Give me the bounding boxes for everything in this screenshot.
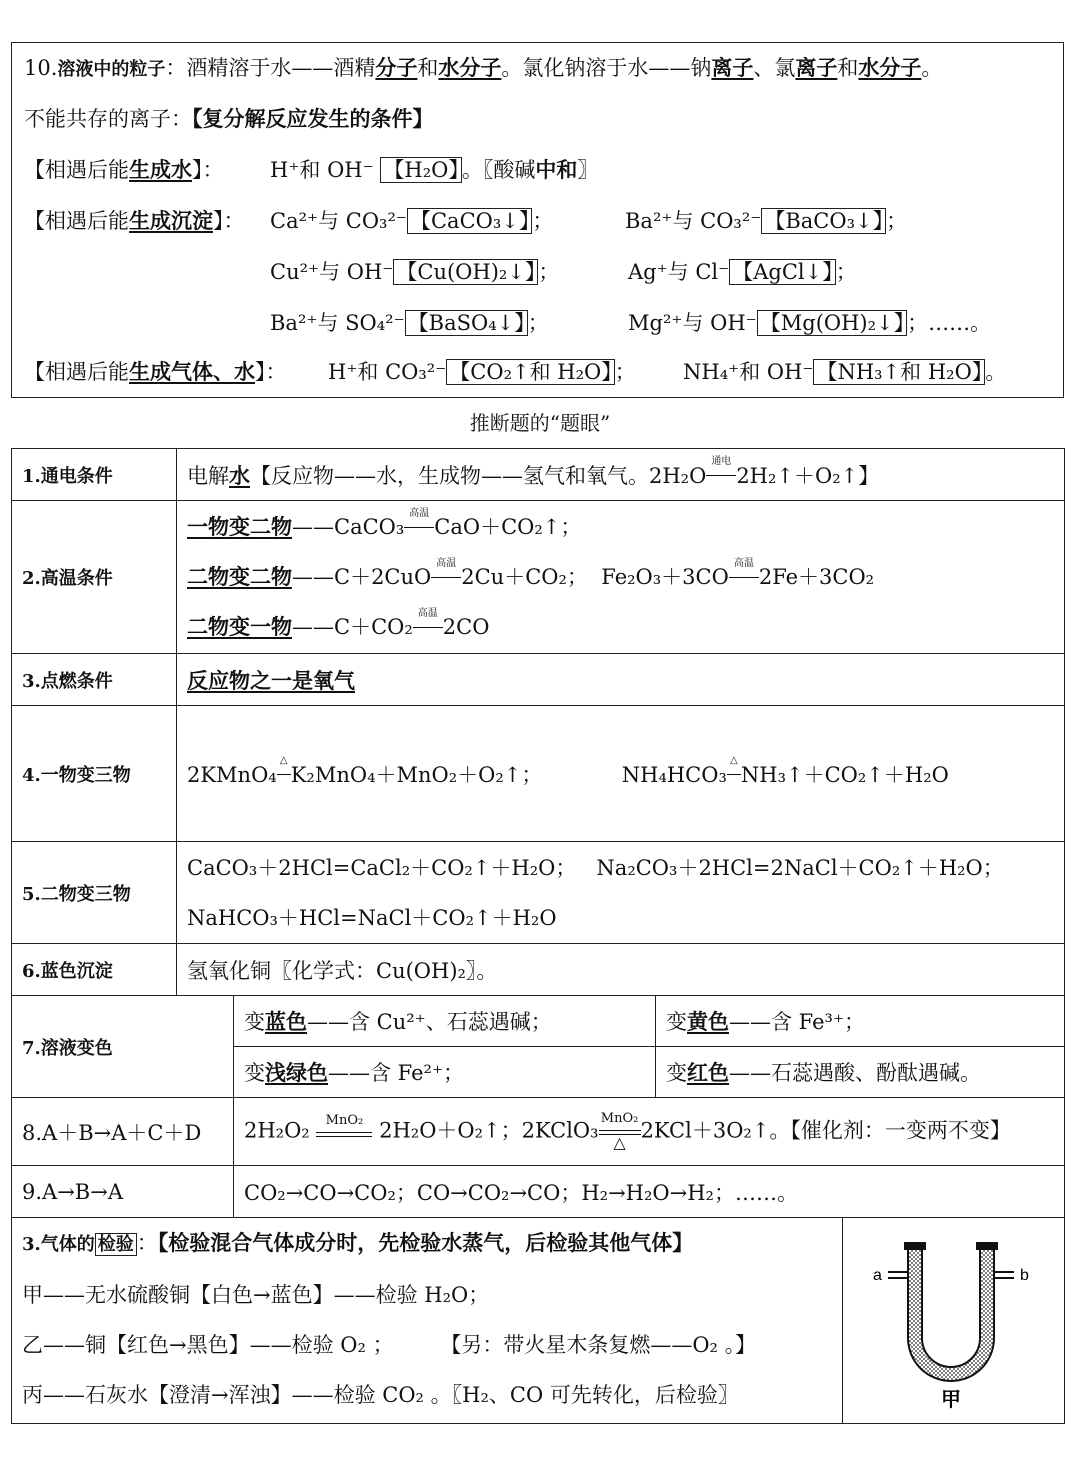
row3-content: 反应物之一是氧气 xyxy=(177,654,1065,706)
table-row xyxy=(12,1166,1065,1218)
row4-label: 4.一物变三物 xyxy=(12,706,177,842)
gas-pair-1: H⁺和 CO₃²⁻ 【CO₂↑和 H₂O】 ； xyxy=(328,360,636,384)
row7-cell-lightgreen: 变浅绿色——含 Fe²⁺； xyxy=(234,1047,656,1098)
ppt-pair-1: Ca²⁺与 CO₃²⁻ 【CaCO₃↓】 ； xyxy=(270,209,554,233)
row2-label: 2.高温条件 xyxy=(12,501,177,654)
row2-content: 一物变二物——CaCO₃ 高温 CaO＋CO₂↑； 二物变二物——C＋2CuO 高温 2Cu＋CO₂； Fe₂O₃＋3CO 高温 2Fe＋3CO₂ 二物变一物——C＋CO₂ 高温 2CO xyxy=(177,501,1065,654)
row5-label: 5.二物变三物 xyxy=(12,842,177,944)
table-row xyxy=(12,996,1065,1047)
row1-label: 1.通电条件 xyxy=(12,449,177,501)
fig-caption: 甲 xyxy=(941,1387,961,1411)
sec10-num: 10. xyxy=(24,56,58,80)
gas-line: 【相遇后能生成气体、水】： xyxy=(24,359,287,384)
table-row xyxy=(12,1218,1065,1424)
row7-cell-yellow: 变黄色——含 Fe³⁺； xyxy=(656,996,1065,1047)
ppt-pair-4: Ag⁺与 Cl⁻ 【AgCl↓】 ； xyxy=(628,260,857,284)
row7-label: 7.溶液变色 xyxy=(12,996,234,1098)
ppt-pair-6: Mg²⁺与 OH⁻ 【Mg(OH)₂↓】 ；……。 xyxy=(628,311,992,335)
clue-table xyxy=(11,448,1065,1424)
table-row xyxy=(12,1098,1065,1166)
table-row xyxy=(12,654,1065,706)
row3-label: 3.点燃条件 xyxy=(12,654,177,706)
ppt-pair-2: Ba²⁺与 CO₃²⁻ 【BaCO₃↓】 ； xyxy=(625,209,908,233)
u-tube-figure-cell xyxy=(843,1218,1065,1424)
row6-content: 氢氧化铜〖化学式：Cu(OH)₂〗。 xyxy=(177,944,1065,996)
table-row xyxy=(12,842,1065,944)
row5-content: CaCO₃＋2HCl=CaCl₂＋CO₂↑＋H₂O； Na₂CO₃＋2HCl=2NaCl＋CO₂↑＋H₂O； NaHCO₃＋HCl=NaCl＋CO₂↑＋H₂O xyxy=(177,842,1065,944)
row7-cell-blue: 变蓝色——含 Cu²⁺、石蕊遇碱； xyxy=(234,996,656,1047)
sec10-title: 溶液中的粒子 xyxy=(57,59,166,80)
fig-label-b: b xyxy=(1020,1267,1029,1284)
row1-content: 电解水【反应物——水，生成物——氢气和氧气。2H₂O 通电 2H₂↑＋O₂↑】 xyxy=(177,449,1065,501)
water-product: 【H₂O】 xyxy=(380,157,461,183)
page-heading: 推断题的“题眼” xyxy=(469,411,611,435)
water-line: 【相遇后能生成水】： xyxy=(24,157,224,182)
ppt-pair-3: Cu²⁺与 OH⁻ 【Cu(OH)₂↓】 ； xyxy=(270,260,560,284)
table-row xyxy=(12,706,1065,842)
u-tube-icon xyxy=(888,1242,1014,1381)
ppt-pair-5: Ba²⁺与 SO₄²⁻ 【BaSO₄↓】 ； xyxy=(270,311,549,335)
row9-label: 9.A→B→A xyxy=(12,1166,234,1218)
table-row xyxy=(12,449,1065,501)
row4-content: 2KMnO₄ △ K₂MnO₄＋MnO₂＋O₂↑； NH₄HCO₃ △ NH₃↑＋CO₂↑＋H₂O xyxy=(177,706,1065,842)
incompat-line: 不能共存的离子：【复分解反应发生的条件】 xyxy=(24,106,434,131)
row6-label: 6.蓝色沉淀 xyxy=(12,944,177,996)
incompat-title: 【复分解反应发生的条件】 xyxy=(192,106,434,131)
gas-pair-2: NH₄⁺和 OH⁻ 【NH₃↑和 H₂O】 。 xyxy=(683,360,1007,384)
row7-cell-red: 变红色——石蕊遇酸、酚酞遇碱。 xyxy=(656,1047,1065,1098)
row10-content: 3.气体的 检验 ：【检验混合气体成分时，先检验水蒸气，后检验其他气体】 甲——无水硫酸铜【白色→蓝色】——检验 H₂O； 乙——铜【红色→黑色】——检验 O₂ ； 【另：带火星木条复燃——O₂ 。】 丙——石灰水【澄清→浑浊】——检验 CO₂ 。〖H₂、CO 可先转化，后检验〗 xyxy=(12,1218,843,1424)
ppt-line: 【相遇后能生成沉淀】： xyxy=(24,208,245,233)
table-row xyxy=(12,944,1065,996)
u-tube-figure xyxy=(843,1218,1061,1418)
condition-mark: 通电 xyxy=(706,467,736,487)
sec10-line1: 10.溶液中的粒子：酒精溶于水——酒精分子和水分子。氯化钠溶于水——钠离子、氯离子和水分子。 xyxy=(24,55,943,80)
row9-content: CO₂→CO→CO₂；CO→CO₂→CO；H₂→H₂O→H₂；……。 xyxy=(234,1166,1065,1218)
fig-label-a: a xyxy=(873,1267,882,1284)
row8-label: 8.A＋B→A＋C＋D xyxy=(12,1098,234,1166)
water-ions: H⁺和 OH⁻ 【H₂O】 。〖酸碱中和〗 xyxy=(270,157,599,182)
table-row xyxy=(12,501,1065,654)
row8-content: 2H₂O₂ MnO₂ 2H₂O＋O₂↑；2KClO₃ MnO₂ △ 2KCl＋3O₂↑。【催化剂：一变两不变】 xyxy=(234,1098,1065,1166)
